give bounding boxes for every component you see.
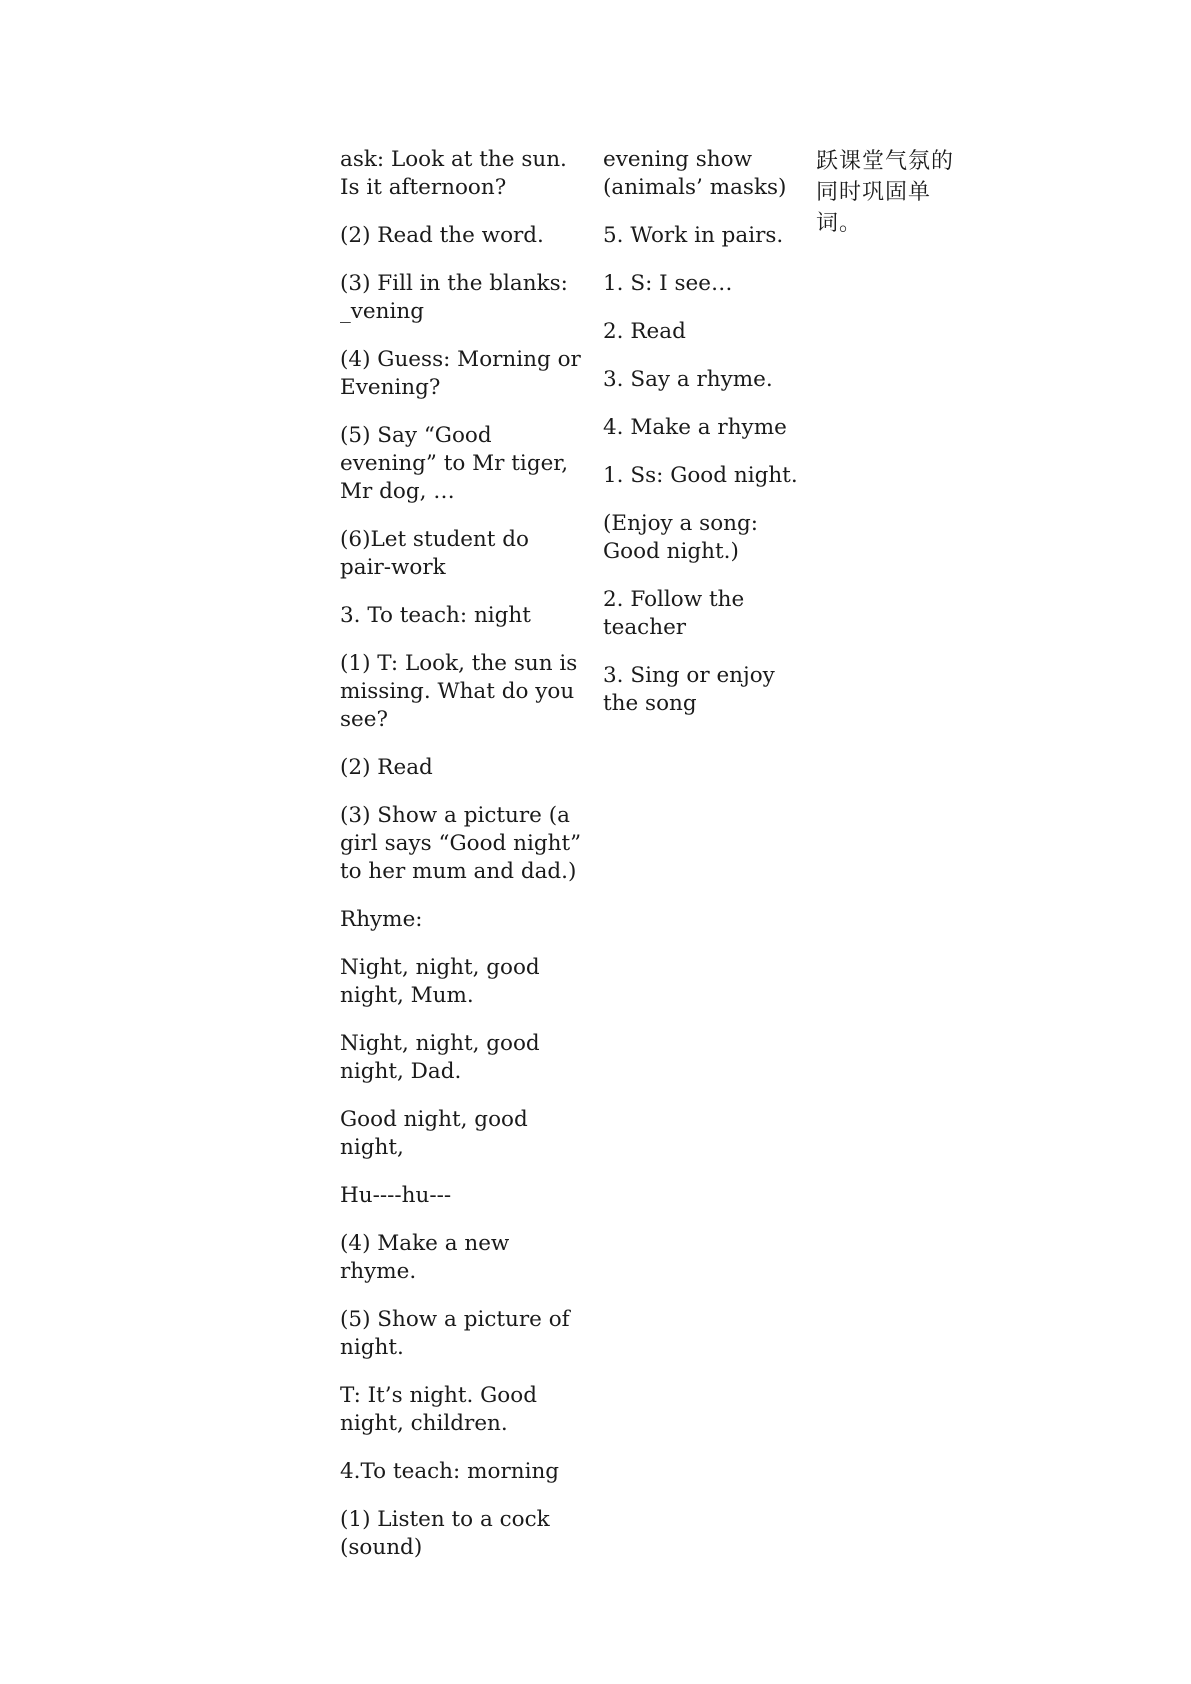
text-line: 跃课堂气氛的同时巩固单词。 (816, 149, 955, 236)
text-line: 2. Follow the teacher (603, 587, 745, 640)
text-line: (Enjoy a song: Good night.) (603, 511, 759, 564)
text-line: (3) Fill in the blanks: _vening (340, 271, 568, 324)
text-line: Night, night, good night, Dad. (340, 1031, 540, 1084)
text-line: (6)Let student do pair-work (340, 527, 529, 580)
text-line: (2) Read the word. (340, 223, 544, 248)
student-activity-column (603, 146, 803, 738)
text-line: 3. Sing or enjoy the song (603, 663, 775, 716)
text-line: 1. S: I see… (603, 271, 733, 296)
text-line: (3) Show a picture (a girl says “Good night” to her mum and dad.) (340, 803, 582, 884)
text-line: 5. Work in pairs. (603, 223, 784, 248)
text-line: (5) Say “Good evening” to Mr tiger, Mr dog, … (340, 423, 569, 504)
text-line: 1. Ss: Good night. (603, 463, 798, 488)
text-line: Rhyme: (340, 907, 423, 932)
text-line: 3. To teach: night (340, 603, 531, 628)
text-line: 4.To teach: morning (340, 1459, 560, 1484)
text-line: Night, night, good night, Mum. (340, 955, 540, 1008)
text-line: evening show (animals’ masks) (603, 147, 787, 200)
text-line: ask: Look at the sun. Is it afternoon? (340, 147, 567, 200)
text-line: Good night, good night, (340, 1107, 528, 1160)
text-line: (1) T: Look, the sun is missing. What do you see? (340, 651, 578, 732)
text-line: (5) Show a picture of night. (340, 1307, 570, 1360)
text-line: 4. Make a rhyme (603, 415, 787, 440)
teacher-activity-column (340, 146, 585, 1582)
text-line: (4) Guess: Morning or Evening? (340, 347, 581, 400)
purpose-column (816, 146, 976, 259)
text-line: 2. Read (603, 319, 686, 344)
text-line: 3. Say a rhyme. (603, 367, 773, 392)
text-line: (2) Read (340, 755, 433, 780)
text-line: (4) Make a new rhyme. (340, 1231, 510, 1284)
text-line: T: It’s night. Good night, children. (340, 1383, 537, 1436)
text-line: (1) Listen to a cock (sound) (340, 1507, 550, 1560)
text-line: Hu----hu--- (340, 1183, 452, 1208)
